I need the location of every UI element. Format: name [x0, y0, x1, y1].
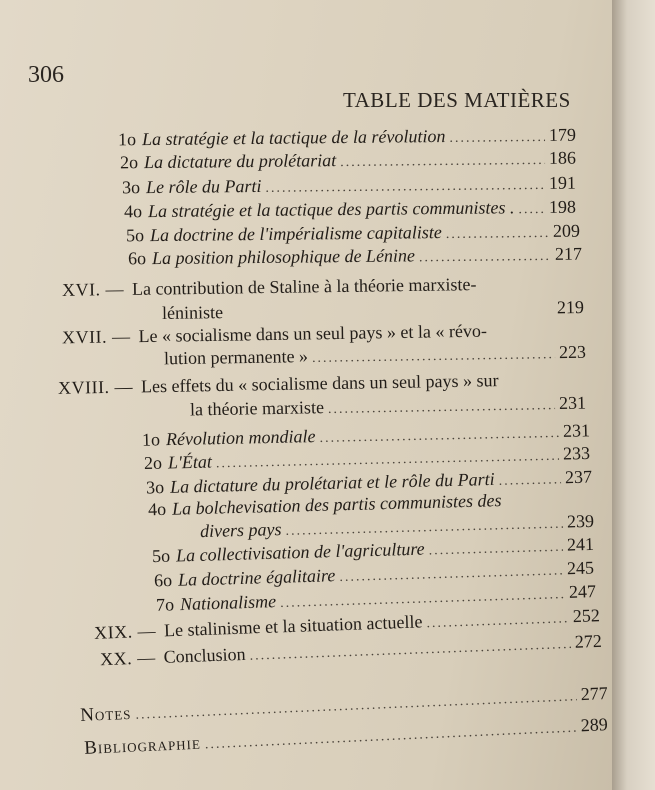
chapter-number: XVII. —	[61, 326, 131, 348]
toc-entry	[122, 173, 576, 199]
toc-chapter	[62, 274, 477, 301]
leader-dots	[446, 226, 549, 243]
entry-title: La stratégie et la tactique des partis communistes .	[147, 197, 515, 222]
notes-title: Notes	[79, 702, 132, 727]
chapter-title: Conclusion	[163, 643, 246, 667]
leader-dots	[518, 202, 545, 218]
toc-entry	[120, 148, 576, 174]
chapter-title-cont: lution permanente »	[163, 346, 309, 369]
entry-page: 237	[564, 466, 593, 488]
entry-number: 3o	[145, 477, 165, 498]
entry-page: 217	[554, 243, 583, 264]
entry-page: 231	[562, 420, 591, 441]
chapter-title-cont: la théorie marxiste	[189, 397, 325, 420]
entry-title: La doctrine égalitaire	[177, 565, 336, 590]
chapter-title-cont: léniniste	[161, 302, 224, 323]
entry-title: Nationalisme	[179, 591, 277, 615]
toc-entry	[126, 221, 580, 247]
toc-entry	[164, 342, 586, 370]
entry-number: 5o	[125, 225, 145, 246]
entry-page: 233	[562, 442, 591, 464]
toc-entry	[190, 393, 586, 421]
entry-number: 6o	[153, 569, 173, 591]
leader-dots	[426, 611, 569, 632]
chapter-title: Le « socialisme dans un seul pays » et la « révo-	[138, 320, 488, 347]
chapter-title: La contribution de Staline à la théorie marxiste-	[131, 274, 477, 299]
entry-page: 179	[548, 124, 577, 145]
entry-page: 245	[566, 557, 595, 579]
entry-page: 239	[566, 510, 595, 532]
leader-dots	[419, 249, 551, 266]
entry-title: La stratégie et la tactique de la révolution	[141, 125, 446, 150]
entry-page: 247	[568, 581, 597, 602]
entry-page: 198	[548, 196, 577, 217]
toc-entry	[162, 297, 584, 324]
leader-dots	[312, 347, 555, 367]
toc-entry	[118, 125, 576, 151]
chapter-title: Les effets du « socialisme dans un seul pays » sur	[140, 370, 499, 397]
chapter-number: XVIII. —	[57, 376, 134, 398]
entry-page: 209	[552, 220, 581, 241]
chapter-title: Le stalinisme et la situation actuelle	[163, 611, 423, 641]
entry-number: 1o	[141, 429, 161, 450]
entry-number: 1o	[117, 129, 137, 150]
toc-entry	[128, 244, 582, 270]
toc-entry	[124, 197, 576, 223]
bibliography-title: Bibliographie	[83, 732, 202, 759]
chapter-number: XVI. —	[61, 279, 125, 300]
entry-page: 223	[558, 341, 587, 363]
leader-dots	[265, 178, 545, 197]
entry-page: 252	[572, 605, 601, 627]
entry-page: 241	[566, 533, 595, 555]
entry-title: La collectivisation de l'agriculture	[175, 538, 425, 566]
page-number: 306	[28, 62, 64, 88]
running-title: TABLE DES MATIÈRES	[343, 88, 571, 112]
entry-number: 4o	[123, 201, 143, 222]
entry-number: 3o	[121, 177, 141, 198]
leader-dots	[340, 153, 545, 171]
entry-page: 219	[556, 297, 585, 318]
entry-page: 191	[548, 172, 577, 193]
entry-number: 2o	[119, 152, 139, 173]
entry-page: 272	[574, 630, 603, 652]
entry-title: La dictature du prolétariat	[143, 150, 337, 173]
chapter-number: XX. —	[99, 647, 156, 670]
leader-dots	[328, 398, 555, 418]
entry-number: 2o	[143, 452, 163, 474]
entry-title: La bolchevisation des partis communistes des	[171, 490, 502, 519]
entry-page: 186	[548, 147, 577, 168]
entry-number: 5o	[151, 545, 171, 567]
entry-page: 277	[580, 682, 609, 705]
leader-dots	[428, 540, 563, 560]
chapter-number: XIX. —	[93, 620, 157, 643]
entry-page: 289	[580, 714, 609, 736]
entry-title-cont: divers pays	[199, 519, 282, 542]
leader-dots	[498, 472, 561, 490]
entry-title: La dictature du prolétariat et le rôle du Parti	[169, 468, 495, 497]
entry-number: 4o	[147, 498, 167, 520]
entry-number: 7o	[155, 594, 175, 615]
leader-dots	[205, 721, 578, 754]
entry-title: Révolution mondiale	[165, 426, 316, 450]
adjacent-page-edge	[612, 0, 655, 790]
entry-title: La position philosophique de Lénine	[151, 245, 416, 269]
leader-dots	[249, 637, 571, 665]
entry-title: La doctrine de l'impérialisme capitaliste	[149, 222, 442, 246]
entry-number: 6o	[127, 248, 147, 269]
entry-title: L'État	[167, 451, 213, 473]
entry-page: 231	[558, 392, 587, 414]
entry-title: Le rôle du Parti	[145, 175, 262, 198]
leader-dots	[449, 130, 545, 147]
